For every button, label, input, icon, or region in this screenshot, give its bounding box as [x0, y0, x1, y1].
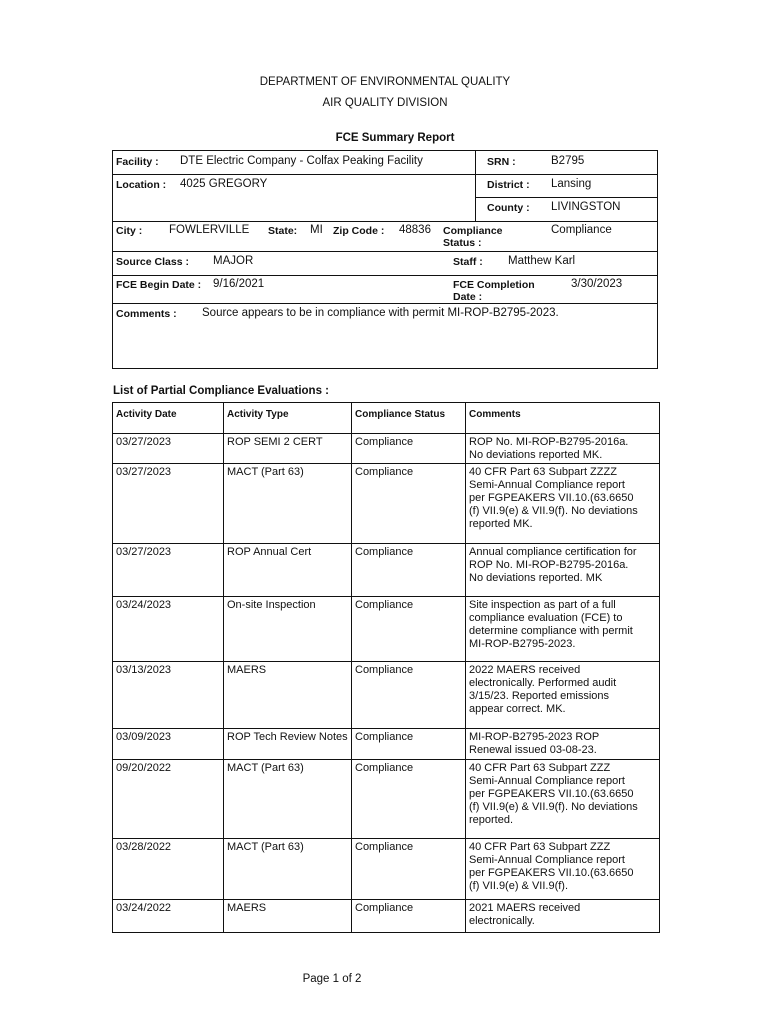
compliance-status-cell: Compliance [352, 900, 466, 933]
activity-type-cell: ROP Annual Cert [224, 544, 352, 597]
comment-line: ROP No. MI-ROP-B2795-2016a. [469, 559, 629, 571]
table-row [113, 729, 660, 760]
fce-completion-value: 3/30/2023 [571, 278, 623, 290]
division-heading: AIR QUALITY DIVISION [322, 97, 448, 109]
compliance-status-label: Compliance [443, 225, 503, 237]
activity-date-cell: 03/28/2022 [113, 839, 224, 900]
fce-begin-label: FCE Begin Date : [116, 279, 202, 291]
compliance-status-cell: Compliance [352, 662, 466, 729]
compliance-status-value: Compliance [551, 224, 612, 236]
activity-type-cell: MACT (Part 63) [224, 760, 352, 839]
table-row [113, 900, 660, 933]
activity-date-cell: 03/13/2023 [113, 662, 224, 729]
comment-line: electronically. [469, 915, 535, 927]
comment-line: (f) VII.9(e) & VII.9(f). No deviations [469, 801, 638, 813]
comment-line: Semi-Annual Compliance report [469, 479, 625, 491]
page-number: Page 1 of 2 [302, 973, 362, 985]
srn-label: SRN : [487, 156, 516, 168]
compliance-status-cell: Compliance [352, 839, 466, 900]
comment-line: Site inspection as part of a full [469, 599, 616, 611]
fce-begin-value: 9/16/2021 [213, 278, 265, 290]
comment-line: 3/15/23. Reported emissions [469, 690, 610, 702]
comment-line: per FGPEAKERS VII.10.(63.6650 [469, 788, 634, 800]
facility-label: Facility : [116, 156, 159, 168]
state-label: State: [268, 225, 298, 237]
activity-type-cell: MAERS [224, 662, 352, 729]
compliance-status-label-2: Status : [443, 237, 482, 249]
county-label: County : [487, 202, 530, 214]
report-title: FCE Summary Report [335, 132, 455, 144]
compliance-status-cell: Compliance [352, 729, 466, 760]
comments-cell [466, 434, 660, 464]
source-class-label: Source Class : [116, 256, 189, 268]
srn-value: B2795 [551, 155, 585, 167]
comment-line: reported. [469, 814, 514, 826]
comment-line: (f) VII.9(e) & VII.9(f). No deviations [469, 505, 638, 517]
city-value: FOWLERVILLE [169, 224, 250, 236]
zip-value: 48836 [399, 224, 431, 236]
table-row [113, 597, 660, 662]
comment-line: No deviations reported. MK [469, 572, 603, 584]
fce-summary-box [112, 150, 658, 369]
county-value: LIVINGSTON [551, 201, 621, 213]
comments-value: Source appears to be in compliance with permit MI-ROP-B2795-2023. [202, 307, 559, 319]
column-header: Activity Type [224, 403, 352, 434]
activity-type-cell: MACT (Part 63) [224, 464, 352, 544]
staff-label: Staff : [453, 256, 483, 268]
activity-date-cell: 03/27/2023 [113, 434, 224, 464]
evaluations-table [112, 402, 660, 933]
compliance-status-cell: Compliance [352, 464, 466, 544]
comments-cell [466, 760, 660, 839]
district-value: Lansing [551, 178, 592, 190]
facility-value: DTE Electric Company - Colfax Peaking Facility [180, 155, 423, 167]
column-header: Comments [466, 403, 660, 434]
comment-line: determine compliance with permit [469, 625, 633, 637]
department-heading: DEPARTMENT OF ENVIRONMENTAL QUALITY [259, 76, 511, 88]
comment-line: electronically. Performed audit [469, 677, 617, 689]
comment-line: 40 CFR Part 63 Subpart ZZZ [469, 841, 611, 853]
location-label: Location : [116, 179, 167, 191]
comment-line: ROP No. MI-ROP-B2795-2016a. [469, 436, 629, 448]
comment-line: MI-ROP-B2795-2023 ROP [469, 731, 600, 743]
table-row [113, 434, 660, 464]
comments-label: Comments : [116, 308, 177, 320]
comments-cell [466, 900, 660, 933]
source-class-value: MAJOR [213, 255, 254, 267]
table-row [113, 662, 660, 729]
zip-label: Zip Code : [333, 225, 385, 237]
compliance-status-cell: Compliance [352, 597, 466, 662]
comments-cell [466, 597, 660, 662]
table-row [113, 839, 660, 900]
activity-date-cell: 03/27/2023 [113, 544, 224, 597]
comments-cell [466, 464, 660, 544]
comment-line: per FGPEAKERS VII.10.(63.6650 [469, 867, 634, 879]
comment-line: Renewal issued 03-08-23. [469, 744, 597, 756]
activity-date-cell: 03/09/2023 [113, 729, 224, 760]
comment-line: 2022 MAERS received [469, 664, 581, 676]
compliance-status-cell: Compliance [352, 760, 466, 839]
comments-cell [466, 544, 660, 597]
comment-line: 2021 MAERS received [469, 902, 581, 914]
comments-cell [466, 662, 660, 729]
comments-cell [466, 839, 660, 900]
activity-date-cell: 03/24/2023 [113, 597, 224, 662]
activity-type-cell: MAERS [224, 900, 352, 933]
comment-line: Semi-Annual Compliance report [469, 854, 625, 866]
activity-type-cell: MACT (Part 63) [224, 839, 352, 900]
district-label: District : [487, 179, 530, 191]
compliance-status-cell: Compliance [352, 544, 466, 597]
table-row [113, 464, 660, 544]
fce-completion-label: FCE Completion [453, 279, 535, 291]
state-value: MI [310, 224, 323, 236]
table-row [113, 544, 660, 597]
column-header: Compliance Status [352, 403, 466, 434]
activity-date-cell: 09/20/2022 [113, 760, 224, 839]
column-header: Activity Date [113, 403, 224, 434]
fce-completion-label-2: Date : [453, 291, 483, 303]
comment-line: 40 CFR Part 63 Subpart ZZZZ [469, 466, 617, 478]
comment-line: MI-ROP-B2795-2023. [469, 638, 576, 650]
activity-type-cell: ROP Tech Review Notes [224, 729, 352, 760]
comment-line: Semi-Annual Compliance report [469, 775, 625, 787]
comment-line: appear correct. MK. [469, 703, 566, 715]
activity-type-cell: ROP SEMI 2 CERT [224, 434, 352, 464]
comment-line: Annual compliance certification for [469, 546, 637, 558]
activity-date-cell: 03/27/2023 [113, 464, 224, 544]
comment-line: compliance evaluation (FCE) to [469, 612, 623, 624]
comment-line: per FGPEAKERS VII.10.(63.6650 [469, 492, 634, 504]
table-row [113, 760, 660, 839]
comment-line: reported MK. [469, 518, 533, 530]
city-label: City : [116, 225, 143, 237]
comments-cell [466, 729, 660, 760]
table-header-row [113, 403, 660, 434]
comment-line: (f) VII.9(e) & VII.9(f). [469, 880, 569, 892]
staff-value: Matthew Karl [508, 255, 576, 267]
location-value: 4025 GREGORY [180, 178, 268, 190]
comment-line: No deviations reported MK. [469, 449, 603, 461]
activity-date-cell: 03/24/2022 [113, 900, 224, 933]
evaluations-title: List of Partial Compliance Evaluations : [113, 385, 329, 397]
compliance-status-cell: Compliance [352, 434, 466, 464]
comment-line: 40 CFR Part 63 Subpart ZZZ [469, 762, 611, 774]
activity-type-cell: On-site Inspection [224, 597, 352, 662]
